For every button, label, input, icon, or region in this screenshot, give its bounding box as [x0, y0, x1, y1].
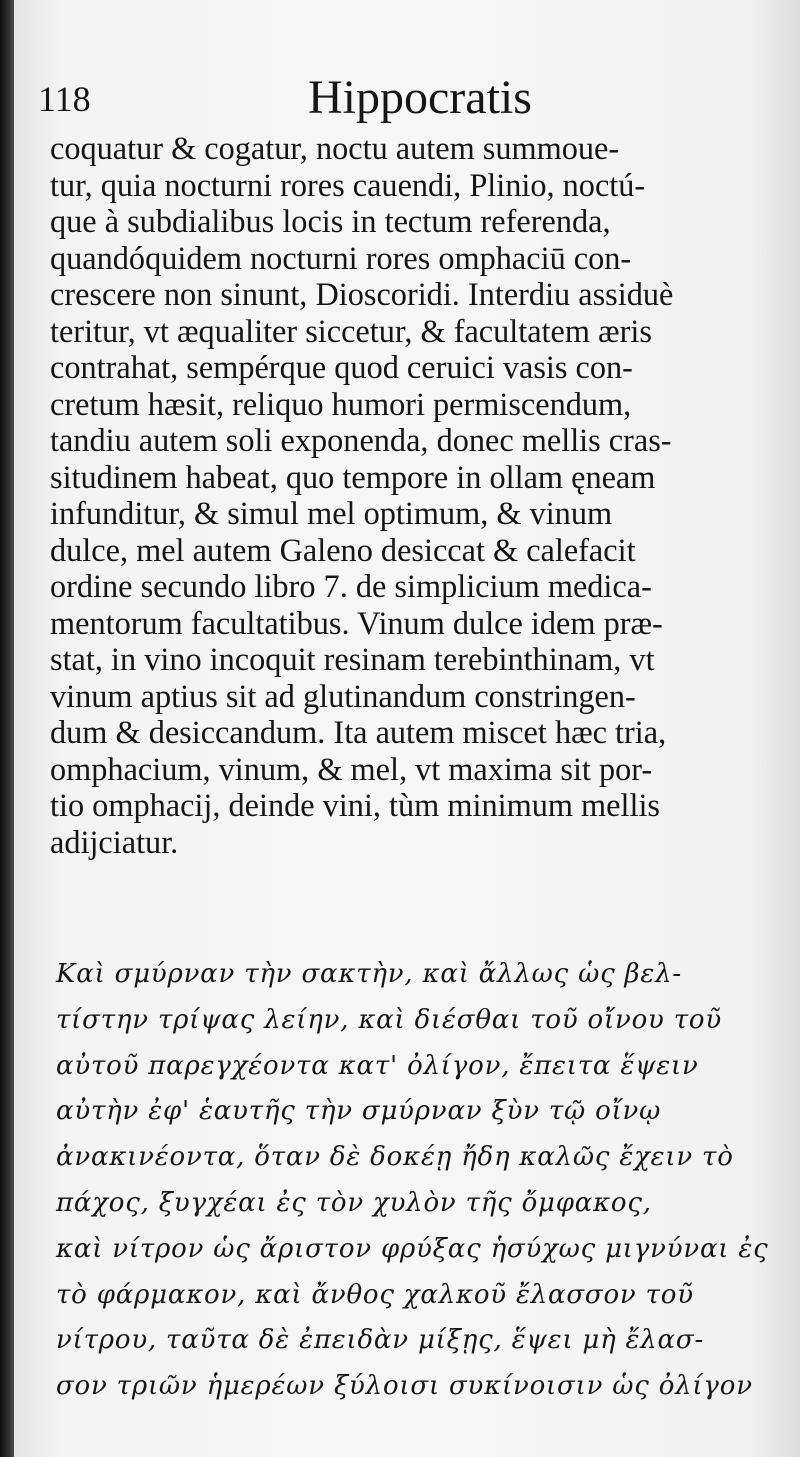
latin-line: stat, in vino incoquit resinam terebinthinam, vt	[50, 641, 655, 677]
latin-line: contrahat, sempérque quod ceruici vasis con-	[50, 349, 633, 385]
latin-line: tandiu autem soli exponenda, donec mellis cras-	[50, 422, 672, 458]
greek-line: σον τριῶν ἡμερέων ξύλοισι συκίνοισιν ὡς ὀλίγον	[56, 1371, 753, 1402]
page-number: 118	[38, 79, 91, 119]
greek-line: καὶ νίτρον ὡς ἄριστον φρύξας ἡσύχως μιγνύναι ἐς	[56, 1233, 769, 1264]
latin-line: que à subdialibus locis in tectum referenda,	[50, 203, 611, 239]
latin-line: adijciatur.	[50, 823, 179, 860]
greek-line: Καὶ σμύρναν τὴν σακτὴν, καὶ ἄλλως ὡς βελ-	[56, 959, 682, 989]
running-head: Hippocratis	[308, 71, 532, 124]
latin-line: situdinem habeat, quo tempore in ollam ęneam	[50, 458, 656, 495]
latin-line: vinum aptius sit ad glutinandum constringen-	[50, 677, 636, 714]
greek-line: πάχος, ξυγχέαι ἐς τὸν χυλὸν τῆς ὄμφακος,	[56, 1187, 652, 1218]
latin-line: quandóquidem nocturni rores omphaciū con-	[50, 239, 632, 276]
greek-line: αὐτοῦ παρεγχέοντα κατ' ὀλίγον, ἔπειτα ἕψειν	[56, 1050, 699, 1081]
greek-line: ἀνακινέοντα, ὅταν δὲ δοκέῃ ἤδη καλῶς ἔχειν τὸ	[56, 1142, 734, 1173]
latin-line: cretum hæsit, reliquo humori permiscendum,	[50, 385, 632, 422]
page-header	[38, 70, 758, 126]
latin-line: crescere non sinunt, Dioscoridi. Interdiu assiduè	[50, 276, 674, 312]
greek-paragraph	[56, 952, 769, 1410]
greek-line: τίστην τρίψας λείην, καὶ διέσθαι τοῦ οἴνου τοῦ	[56, 1004, 722, 1035]
latin-line: tur, quia nocturni rores cauendi, Plinio, noctú-	[50, 166, 646, 203]
latin-paragraph	[50, 130, 726, 860]
latin-line: teritur, vt æqualiter siccetur, & facultatem æris	[50, 312, 652, 349]
latin-line: dulce, mel autem Galeno desiccat & calefacit	[50, 531, 636, 568]
latin-line: tio omphacij, deinde vini, tùm minimum mellis	[50, 787, 660, 823]
latin-line: infunditur, & simul mel optimum, & vinum	[50, 495, 613, 531]
greek-line: νίτρου, ταῦτα δὲ ἐπειδὰν μίξῃς, ἕψει μὴ ἔλασ-	[56, 1325, 705, 1356]
latin-line: mentorum facultatibus. Vinum dulce idem præ-	[50, 604, 663, 641]
latin-line: omphacium, vinum, & mel, vt maxima sit por-	[50, 750, 653, 787]
latin-line: dum & desiccandum. Ita autem miscet hæc tria,	[50, 714, 667, 750]
latin-line: ordine secundo libro 7. de simplicium medica-	[50, 568, 652, 604]
greek-line: τὸ φάρμακον, καὶ ἄνθος χαλκοῦ ἔλασσον τοῦ	[56, 1279, 694, 1310]
greek-line: αὐτὴν ἐφ' ἑαυτῆς τὴν σμύρναν ξὺν τῷ οἴνῳ	[56, 1096, 662, 1127]
latin-line: coquatur & cogatur, noctu autem summoue-	[50, 130, 620, 166]
book-spine-shadow	[0, 0, 14, 1457]
